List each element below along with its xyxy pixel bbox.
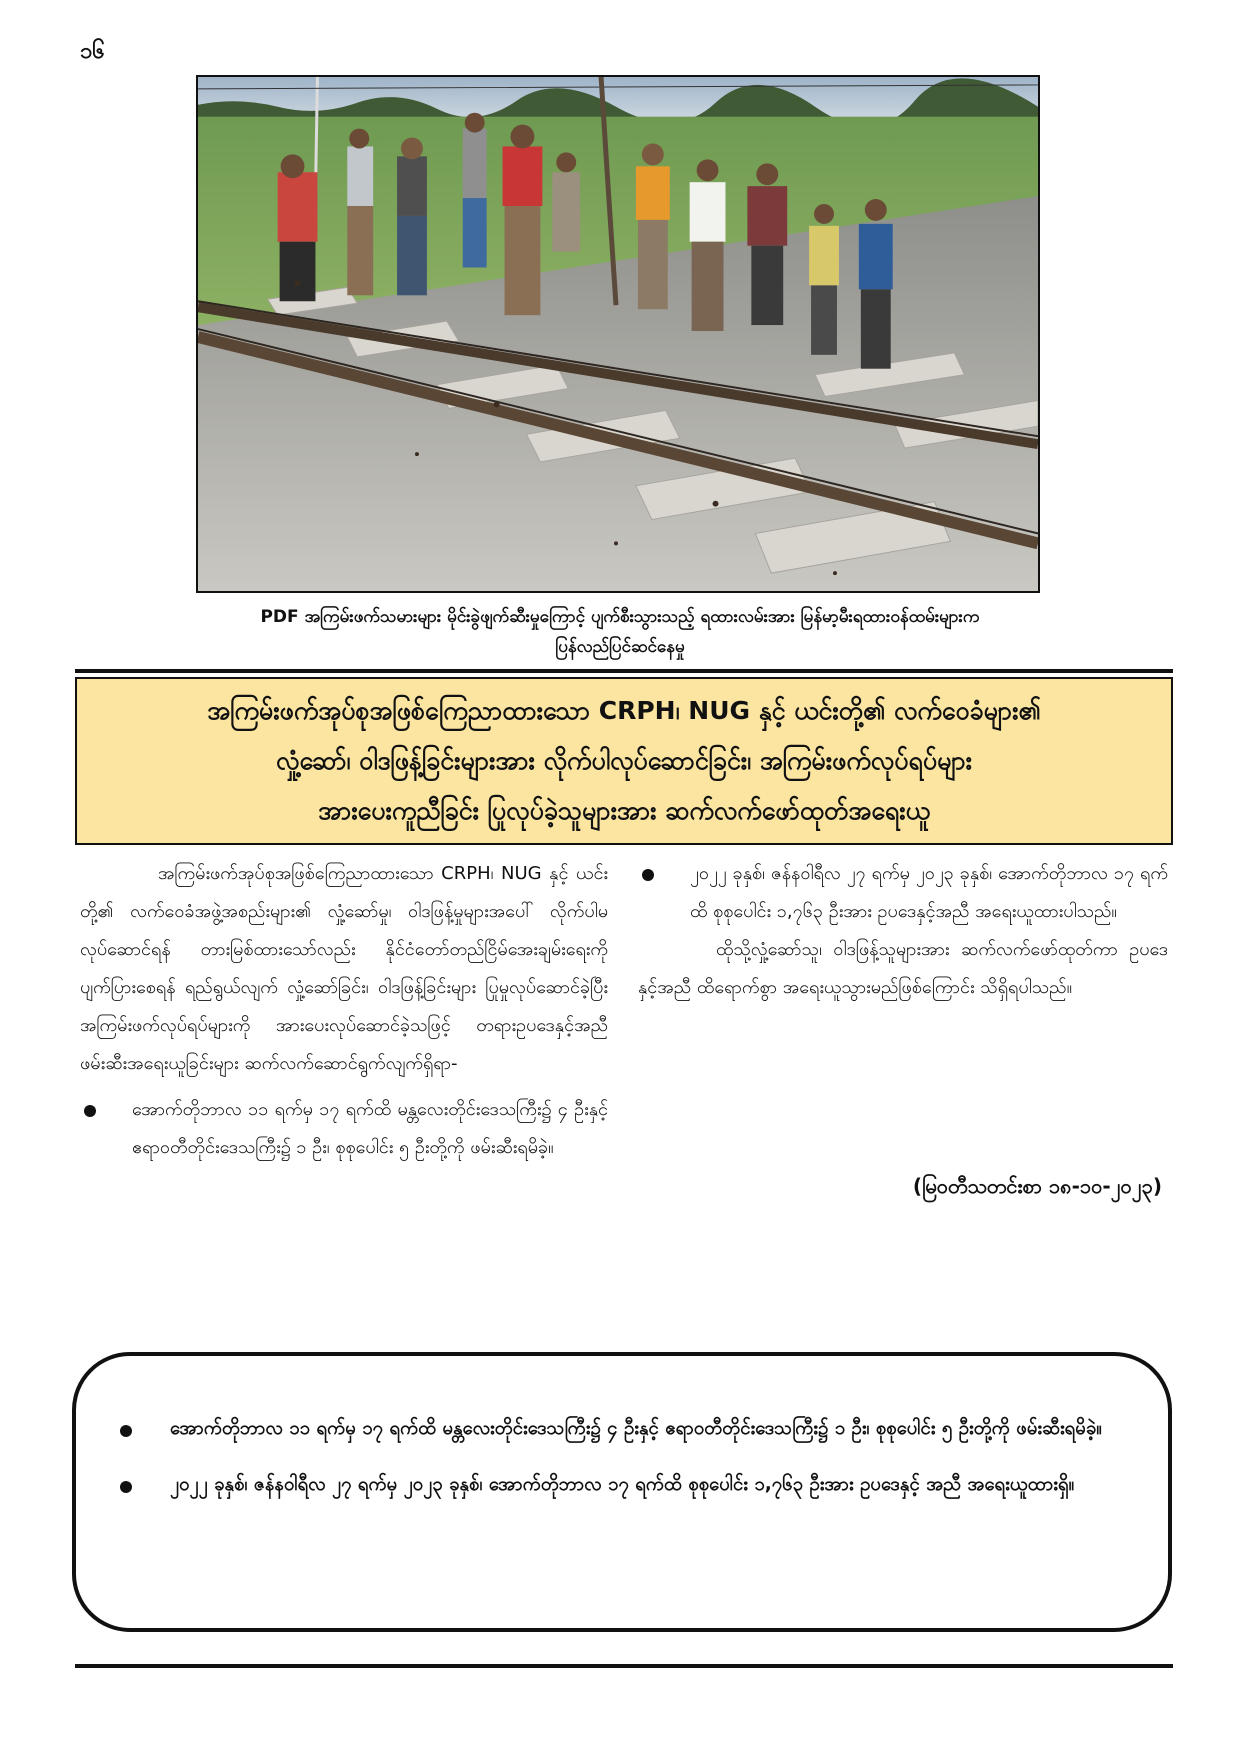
list-item <box>110 1466 1128 1504</box>
summary-box <box>72 1352 1172 1632</box>
list-item <box>110 1410 1128 1448</box>
bullet-text: အောက်တိုဘာလ ၁၁ ရက်မှ ၁၇ ရက်ထိ မန္တလေးတိုင်းဒေသကြီး၌ ၄ ဦးနှင့် ဧရာဝတီတိုင်းဒေသကြီး၌ ၁ ဦး၊ စုစုပေါင်း ၅ ဦးတို့ကို ဖမ်းဆီးရမိခဲ့။ <box>132 1099 608 1158</box>
headline-line-3: အားပေးကူညီခြင်း ပြုလုပ်ခဲ့သူများအား ဆက်လက်ဖော်ထုတ်အရေးယူ <box>318 796 930 825</box>
bullet-icon <box>120 1425 132 1437</box>
list-item <box>80 1091 608 1167</box>
article-left-column <box>80 855 608 1167</box>
headline-line-1: အကြမ်းဖက်အုပ်စုအဖြစ်ကြေညာထားသော CRPH၊ NUG နှင့် ယင်းတို့၏ လက်ဝေခံများ၏ <box>207 696 1041 725</box>
left-bullet-list <box>80 1091 608 1167</box>
bullet-icon <box>642 869 654 881</box>
summary-list <box>110 1410 1128 1504</box>
right-bullet-list <box>638 855 1168 931</box>
summary-text: အောက်တိုဘာလ ၁၁ ရက်မှ ၁၇ ရက်ထိ မန္တလေးတိုင်းဒေသကြီး၌ ၄ ဦးနှင့် ဧရာဝတီတိုင်းဒေသကြီး၌ ၁ ဦး၊ စုစုပေါင်း ၅ ဦးတို့ကို ဖမ်းဆီးရမိခဲ့။ <box>170 1418 1102 1439</box>
article-right-column <box>638 855 1168 1007</box>
caption-line-1: PDF အကြမ်းဖက်သမားများ မိုင်းခွဲဖျက်ဆီးမှုကြောင့် ပျက်စီးသွားသည့် ရထားလမ်းအား မြန်မာ့မီးရထားဝန်ထမ်းများက <box>260 607 980 627</box>
page-number: ၁၆ <box>80 39 105 64</box>
article-closing-paragraph: ထိုသို့လှုံ့ဆော်သူ၊ ဝါဒဖြန့်သူများအား ဆက်လက်ဖော်ထုတ်ကာ ဥပဒေနှင့်အညီ ထိရောက်စွာ အရေးယူသွားမည်ဖြစ်ကြောင်း သိရှိရပါသည်။ <box>638 939 1168 998</box>
summary-text: ၂၀၂၂ ခုနှစ်၊ ဇန်နဝါရီလ ၂၇ ရက်မှ ၂၀၂၃ ခုနှစ်၊ အောက်တိုဘာလ ၁၇ ရက်ထိ စုစုပေါင်း ၁,၇၆၃ ဦးအား ဥပဒေနှင့် အညီ အရေးယူထားရှိ။ <box>170 1474 1075 1495</box>
headline <box>207 686 1040 836</box>
list-item <box>638 855 1168 931</box>
bullet-text: ၂၀၂၂ ခုနှစ်၊ ဇန်နဝါရီလ ၂၇ ရက်မှ ၂၀၂၃ ခုနှစ်၊ အောက်တိုဘာလ ၁၇ ရက်ထိ စုစုပေါင်း ၁,၇၆၃ ဦးအား ဥပဒေနှင့်အညီ အရေးယူထားပါသည်။ <box>690 863 1168 922</box>
headline-line-2: လှုံ့ဆော်၊ ဝါဒဖြန့်ခြင်းများအား လိုက်ပါလုပ်ဆောင်ခြင်း၊ အကြမ်းဖက်လုပ်ရပ်များ <box>276 746 972 775</box>
bullet-icon <box>84 1105 96 1117</box>
headline-box <box>75 677 1173 845</box>
bottom-divider <box>75 1664 1173 1668</box>
railway-repair-photo <box>196 75 1040 593</box>
article-intro-paragraph: အကြမ်းဖက်အုပ်စုအဖြစ်ကြေညာထားသော CRPH၊ NUG နှင့် ယင်းတို့၏ လက်ဝေခံအဖွဲ့အစည်းများ၏ လှုံ့ဆော်မှု၊ ဝါဒဖြန့်မှုများအပေါ် လိုက်ပါမလုပ်ဆောင်ရန် တားမြစ်ထားသော်လည်း နိုင်ငံတော်တည်ငြိမ်အေးချမ်းရေးကို ပျက်ပြားစေရန် ရည်ရွယ်လျက် လှုံ့ဆော်ခြင်း၊ ဝါဒဖြန့်ခြင်းများ ပြုမှုလုပ်ဆောင်ခဲ့ပြီး အကြမ်းဖက်လုပ်ရပ်များကို အားပေးလုပ်ဆောင်ခဲ့သဖြင့် တရားဥပဒေနှင့်အညီ ဖမ်းဆီးအရေးယူခြင်းများ ဆက်လက်ဆောင်ရွက်လျက်ရှိရာ- <box>80 863 608 1074</box>
article-source: (မြဝတီသတင်းစာ ၁၈-၁၀-၂၀၂၃) <box>912 1174 1162 1198</box>
photo-caption <box>120 602 1120 662</box>
caption-line-2: ပြန်လည်ပြင်ဆင်နေမှု <box>555 637 685 657</box>
top-divider <box>75 669 1173 673</box>
bullet-icon <box>120 1481 132 1493</box>
